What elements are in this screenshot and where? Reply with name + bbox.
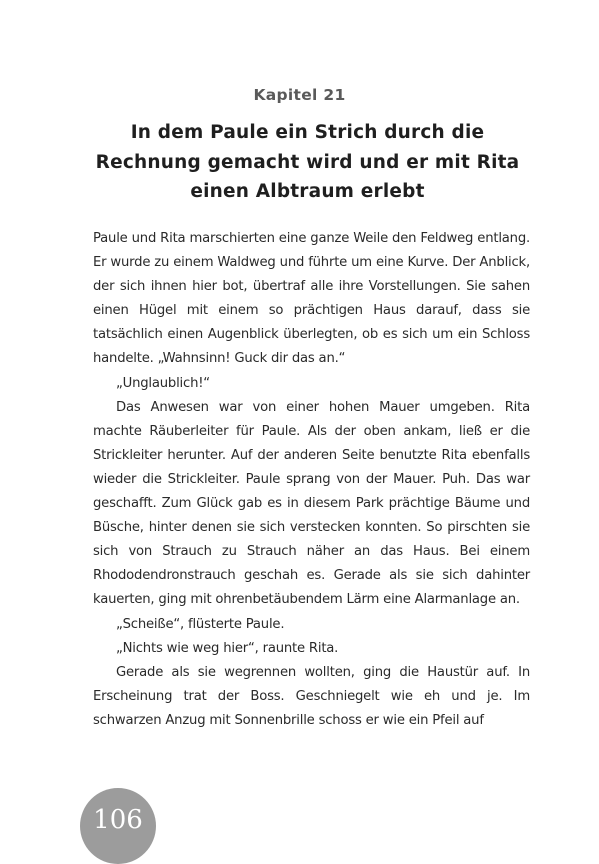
chapter-title — [80, 118, 535, 207]
body-text — [93, 227, 530, 733]
page-number-badge — [80, 788, 156, 864]
paragraph: Das Anwesen war von einer hohen Mauer umgeben. Rita machte Räuberleiter für Paule. Als der oben ankam, ließ er die Strickleiter herunter. Auf der anderen Seite benutzte Rita ebenfalls wieder die Strickleiter. Paule sprang von der Mauer. Puh. Das war geschafft. Zum Glück gab es in diesem Park prächtige Bäume und Büsche, hinter denen sie sich verstecken konnten. So pirschten sie sich von Strauch zu Strauch näher an das Haus. Bei einem Rhododendronstrauch geschah es. Gerade als sie sich dahinter kauerten, ging mit ohrenbetäubendem Lärm eine Alarmanlage an. — [93, 399, 530, 608]
chapter-label: Kapitel 21 — [253, 86, 346, 104]
paragraph: Paule und Rita marschierten eine ganze Weile den Feldweg entlang. Er wurde zu einem Waldweg und führte um eine Kurve. Der Anblick, der sich ihnen hier bot, übertraf alle ihre Vorstellungen. Sie sahen einen Hügel mit einem so prächtigen Haus darauf, dass sie tatsächlich einen Augenblick überlegten, ob es sich um ein Schloss handelte. „Wahnsinn! Guck dir das an.“ — [93, 231, 530, 367]
paragraph: „Nichts wie weg hier“, raunte Rita. — [116, 640, 339, 656]
paragraph: Gerade als sie wegrennen wollten, ging die Haustür auf. In Erscheinung trat der Boss. Geschniegelt wie eh und je. Im schwarzen Anzug mit Sonnenbrille schoss er wie ein Pfeil auf — [93, 664, 530, 728]
chapter-title-line: In dem Paule ein Strich durch die — [130, 122, 485, 143]
paragraph: „Unglaublich!“ — [116, 375, 210, 391]
chapter-title-line: Rechnung gemacht wird und er mit Rita — [95, 151, 520, 173]
page-number: 106 — [93, 805, 143, 835]
chapter-title-line: einen Albtraum erlebt — [190, 181, 425, 202]
paragraph: „Scheiße“, flüsterte Paule. — [116, 616, 285, 632]
